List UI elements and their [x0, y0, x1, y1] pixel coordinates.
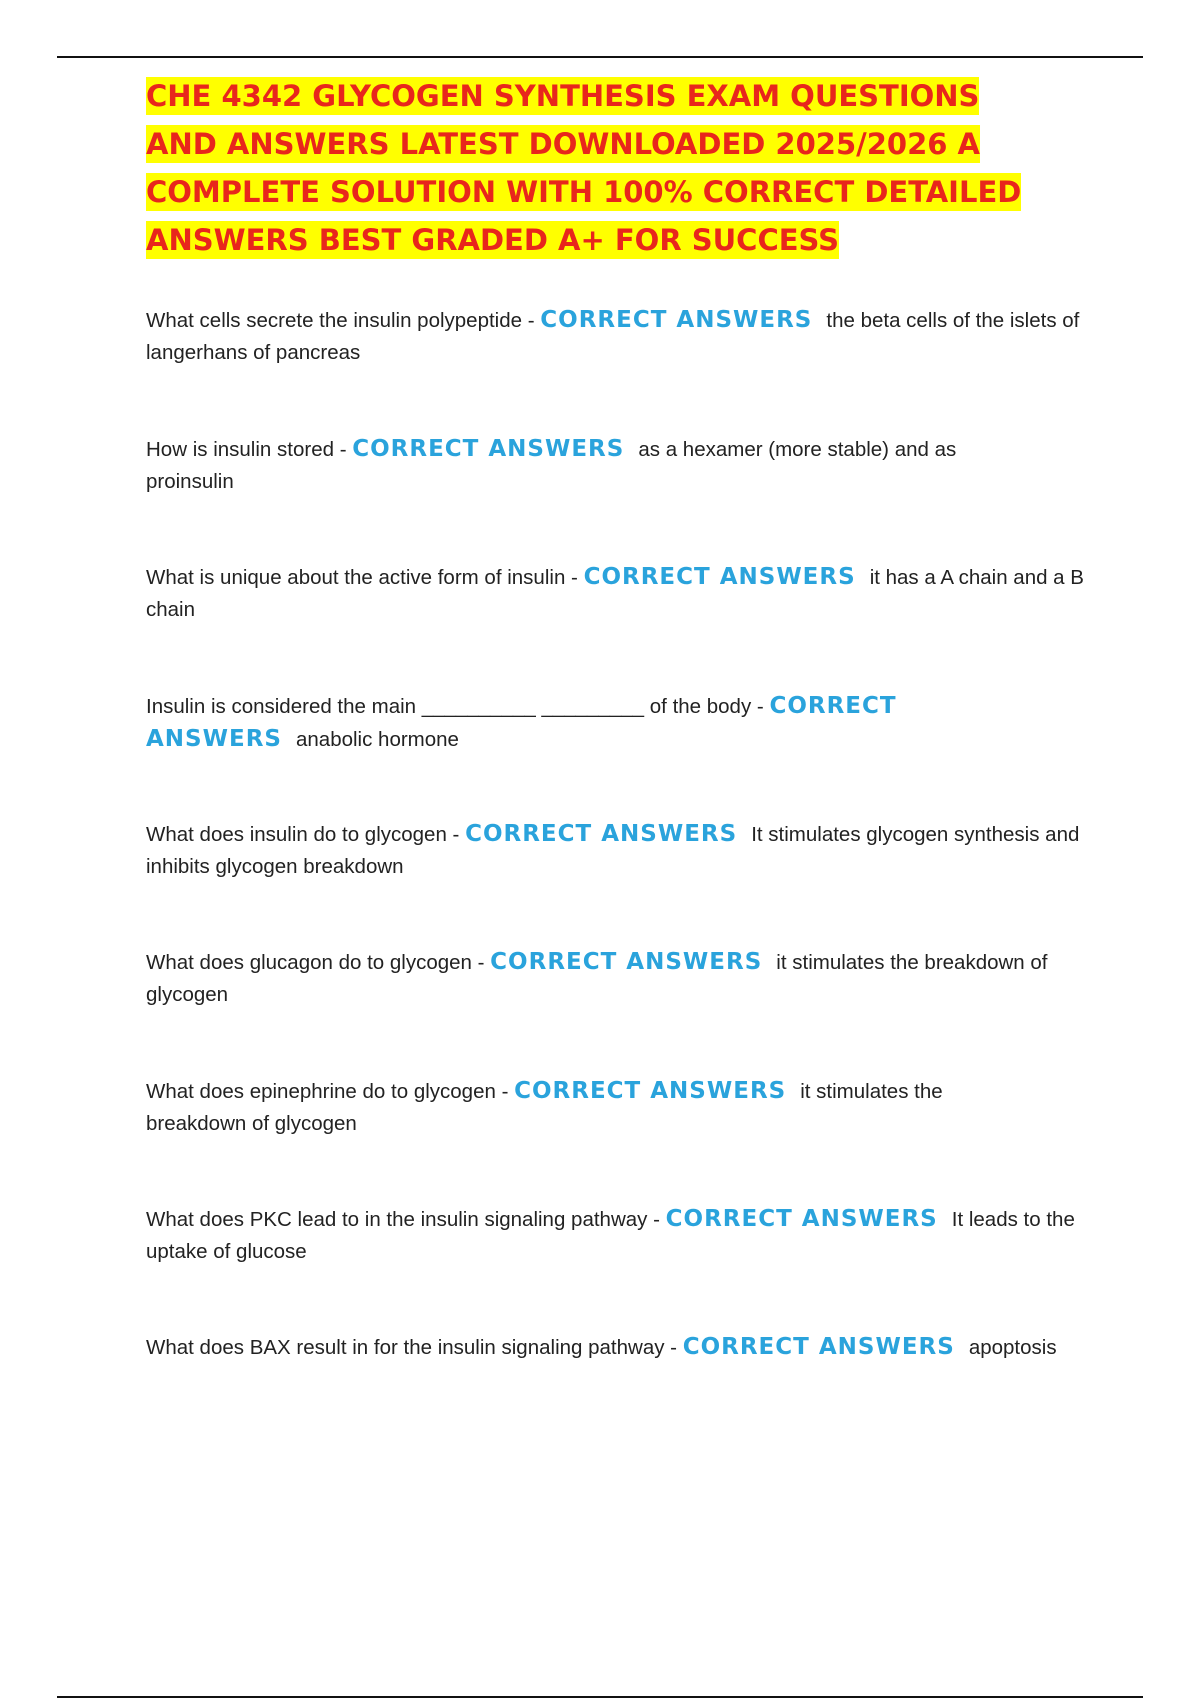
- answer-text: anabolic hormone: [295, 728, 459, 751]
- answer-label: CORRECT ANSWERS: [682, 1334, 955, 1360]
- answer-text: it has a A chain and a B chain: [146, 566, 1084, 621]
- answer-label: CORRECT ANSWERS: [665, 1206, 938, 1232]
- answer-label: CORRECT ANSWERS: [146, 693, 897, 752]
- qa-item-6: [146, 946, 1096, 1011]
- answer-text: it stimulates the breakdown of glycogen: [146, 951, 1048, 1006]
- question-text: What does insulin do to glycogen -: [146, 823, 466, 846]
- answer-label: CORRECT ANSWERS: [514, 1078, 787, 1104]
- document-title: [146, 72, 1046, 264]
- answer-label: CORRECT ANSWERS: [465, 821, 738, 847]
- answer-text: it stimulates the breakdown of glycogen: [146, 1080, 943, 1135]
- top-divider: [57, 56, 1143, 58]
- qa-item-9: [146, 1331, 1096, 1364]
- question-text: What does epinephrine do to glycogen -: [146, 1080, 515, 1103]
- question-text: What cells secrete the insulin polypeptide -: [146, 309, 541, 332]
- question-text: What does BAX result in for the insulin signaling pathway -: [146, 1336, 683, 1359]
- answer-label: CORRECT ANSWERS: [583, 564, 856, 590]
- answer-label: CORRECT ANSWERS: [540, 307, 813, 333]
- title-highlight: CHE 4342 GLYCOGEN SYNTHESIS EXAM QUESTIONS AND ANSWERS LATEST DOWNLOADED 2025/2026 A COMPLETE SOLUTION WITH 100% CORRECT DETAILED ANSWERS BEST GRADED A+ FOR SUCCESS: [146, 79, 1022, 257]
- qa-item-3: [146, 561, 1096, 626]
- answer-label: CORRECT ANSWERS: [352, 436, 625, 462]
- answer-text: the beta cells of the islets of langerhans of pancreas: [146, 309, 1080, 364]
- answer-text: It leads to the uptake of glucose: [146, 1208, 1075, 1263]
- question-text: What does glucagon do to glycogen -: [146, 951, 491, 974]
- answer-text: It stimulates glycogen synthesis and inhibits glycogen breakdown: [146, 823, 1080, 878]
- qa-item-8: [146, 1203, 1096, 1268]
- question-text: What is unique about the active form of insulin -: [146, 566, 584, 589]
- question-text: Insulin is considered the main __________ _________ of the body -: [146, 695, 770, 718]
- bottom-divider: [57, 1696, 1143, 1698]
- answer-text: apoptosis: [968, 1336, 1057, 1359]
- question-text: How is insulin stored -: [146, 438, 353, 461]
- answer-text: as a hexamer (more stable) and as proinsulin: [146, 438, 957, 493]
- qa-item-2: [146, 433, 1026, 498]
- answer-label: CORRECT ANSWERS: [490, 949, 763, 975]
- qa-item-1: [146, 304, 1096, 369]
- qa-item-5: [146, 818, 1096, 883]
- question-text: What does PKC lead to in the insulin signaling pathway -: [146, 1208, 666, 1231]
- qa-item-4: [146, 690, 1096, 756]
- qa-item-7: [146, 1075, 1026, 1140]
